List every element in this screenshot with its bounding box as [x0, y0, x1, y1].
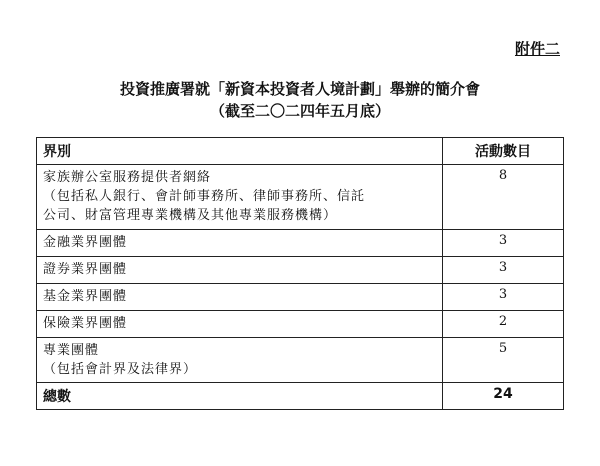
- row-category: [37, 165, 443, 230]
- table-row: [37, 257, 564, 284]
- title-line-2: （截至二〇二四年五月底）: [209, 102, 390, 120]
- header-count: 活動數目: [443, 138, 564, 165]
- row-category-line: 保險業界團體: [43, 316, 128, 331]
- row-category-line: 公司、財富管理專業機構及其他專業服務機構）: [43, 208, 338, 223]
- total-label: 總數: [37, 383, 443, 410]
- table-row: [37, 230, 564, 257]
- row-category: [37, 284, 443, 311]
- row-category: [37, 230, 443, 257]
- table-total-row: [37, 383, 564, 410]
- briefing-table: [36, 137, 564, 410]
- row-category: [37, 338, 443, 383]
- table-row: [37, 284, 564, 311]
- row-category-line: （包括私人銀行、會計師事務所、律師事務所、信託: [43, 189, 366, 204]
- row-category-line: 家族辦公室服務提供者網絡: [43, 170, 212, 185]
- table-row: [37, 311, 564, 338]
- row-category-line: 金融業界團體: [43, 235, 128, 250]
- row-count: 3: [443, 257, 564, 284]
- row-count: 3: [443, 284, 564, 311]
- row-count: 2: [443, 311, 564, 338]
- table-header-row: [37, 138, 564, 165]
- row-count: 8: [443, 165, 564, 230]
- title-line-1: 投資推廣署就「新資本投資者人境計劃」舉辦的簡介會: [119, 80, 480, 98]
- row-count: 3: [443, 230, 564, 257]
- total-count: 24: [443, 383, 564, 410]
- table-row: [37, 165, 564, 230]
- table-row: [37, 338, 564, 383]
- row-category-line: （包括會計界及法律界）: [43, 362, 198, 377]
- row-category-line: 專業團體: [43, 343, 100, 358]
- annex-label: 附件二: [514, 40, 560, 58]
- row-category-line: 基金業界團體: [43, 289, 128, 304]
- header-category: 界別: [37, 138, 443, 165]
- document-title: [0, 78, 600, 122]
- row-category-line: 證券業界團體: [43, 262, 128, 277]
- row-category: [37, 311, 443, 338]
- row-count: 5: [443, 338, 564, 383]
- row-category: [37, 257, 443, 284]
